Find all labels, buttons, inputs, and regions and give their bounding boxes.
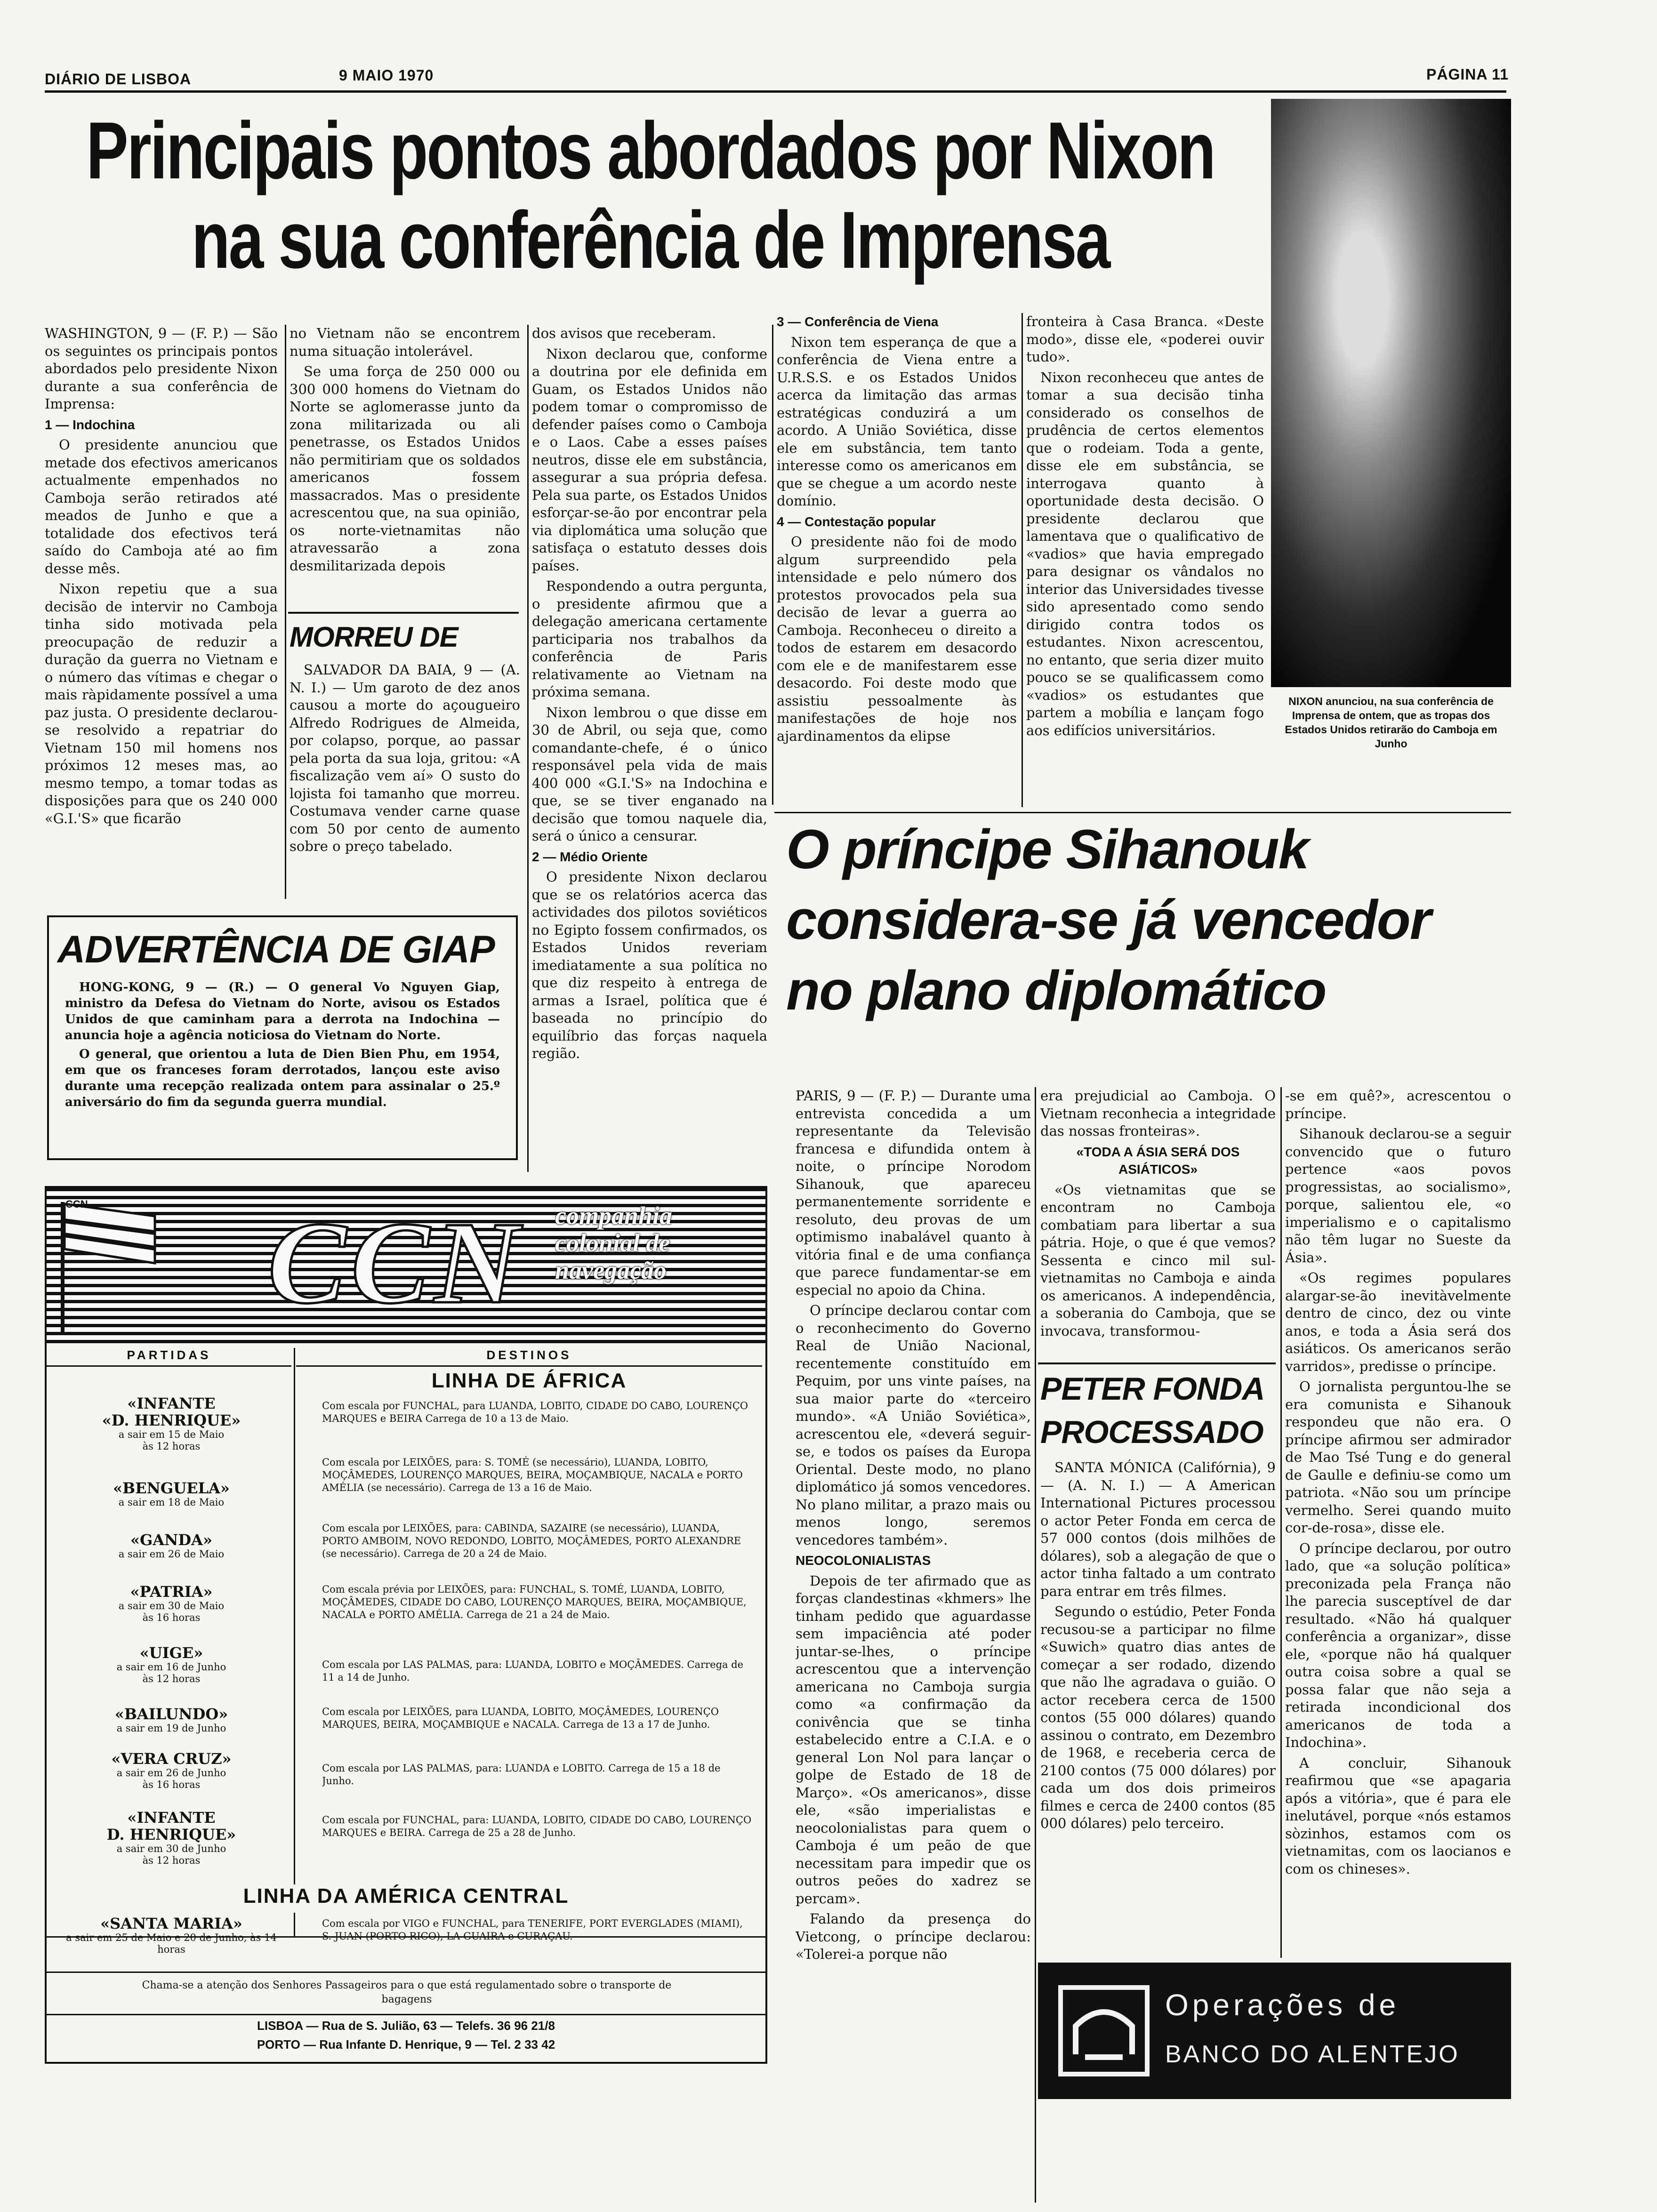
nixon-paragraph: Nixon reconheceu que antes de tomar a sua decisão tinha considerado os conselhos de prudência de certos elementos que o rodeiam. Toda a gente, disse ele em substância, se interrogava quanto à oportunidade desta decisão. O presidente declarou que lamentava que o qualificativo de «vadios» que havia empregado para designar os vândalos no interior das Universidades tivesse sido apresentado como sendo dirigido contra todos os estudantes. Nixon acrescentou, no entanto, que seria dizer muito pouco se se qualificassem como «vadios» os estudantes que partem a mobília e lançam fogo aos edifícios universitários. — [1026, 369, 1264, 738]
nixon-column-4 — [777, 313, 1017, 807]
fonda-text — [1040, 1459, 1276, 1953]
nixon-paragraph: fronteira à Casa Branca. «Deste modo», disse ele, «poderei ouvir tudo». — [1026, 313, 1264, 365]
bolsa-title: Operações de — [1165, 1988, 1400, 2022]
ccn-destination-list — [303, 1400, 755, 1880]
box-rule — [1038, 1362, 1276, 1364]
sihanouk-paragraph: era prejudicial ao Camboja. O Vietnam reconhecia a integridade das nossas fronteiras». — [1040, 1088, 1276, 1139]
ship-name: «VERA CRUZ» — [111, 1750, 232, 1768]
ship-time: às 12 horas — [142, 1855, 201, 1866]
ccn-destination: Com escala por FUNCHAL, para LUANDA, LOBITO, CIDADE DO CABO, LOURENÇO MARQUES e BEIRA Carrega de 10 a 13 de Maio. — [322, 1400, 748, 1424]
fonda-paragraph: Segundo o estúdio, Peter Fonda recusou-se a participar no filme «Suwich» quatro dias antes de começar a ser rodado, dizendo que não lhe agradava o guião. O actor recebera cerca de 1500 contos (55 000 dólares) quando assinou o contrato, em Dezembro de 1968, e receberia cerca de 2100 contos (75 000 dólares) por cada um dos dois primeiros filmes e cerca de 2400 contos (85 000 dólares) pelo terceiro. — [1040, 1603, 1276, 1831]
section-rule — [774, 812, 1511, 813]
ccn-ship-entry — [51, 1531, 291, 1560]
box-rule — [288, 612, 519, 614]
column-rule — [1022, 313, 1023, 807]
sihanouk-paragraph: Falando da presença do Vietcong, o príncipe declarou: «Tolerei-a porque não — [796, 1911, 1031, 1962]
sihanouk-paragraph: Sihanouk declarou-se a seguir convencido que o futuro pertence «aos povos progressistas, ao socialismo», porque, salientou ele, «o imperialismo e o capitalismo não têm lugar no Sueste da Ásia». — [1285, 1126, 1511, 1266]
bolsa-bank-name: BANCO DO ALENTEJO — [1165, 2041, 1460, 2068]
ship-date: a sair em 16 de Junho — [116, 1661, 226, 1673]
nixon-paragraph: Nixon tem esperança de que a conferência de Viena entre a U.R.S.S. e os Estados Unidos acerca da limitação das armas estratégicas conduzirá a um acordo. A União Soviética, disse ele em substância, tem tanto interesse como os americanos em que se chegue a um acordo neste domínio. — [777, 334, 1017, 509]
nixon-headline-line2: na sua conferência de Imprensa — [191, 195, 1110, 285]
ccn-logo: CCN — [268, 1198, 524, 1328]
sihanouk-headline-line1: O príncipe Sihanouk — [786, 818, 1309, 881]
nixon-paragraph: no Vietnam não se encontrem numa situação intolerável. — [290, 325, 520, 359]
sihanouk-paragraph: Depois de ter afirmado que as forças clandestinas «khmers» lhe tinham pedido que aguardasse sem impaciência até poder juntar-se-lhes, o príncipe acrescentou que a intervenção americana no Camboja surgia como «a confirmação da conivência que se tinha estabelecido entre a C.I.A. e o general Lon Nol para lançar o golpe de Estado de 18 de Março». «Os americanos», disse ele, «são imperialistas e neocolonialistas para quem o Camboja é um peão de que necessitam para impedir que os outros peões do xadrez se percam». — [796, 1572, 1031, 1907]
ship-name: «D. HENRIQUE» — [102, 1411, 241, 1429]
nixon-column-2 — [290, 325, 520, 612]
column-rule — [285, 325, 286, 899]
nixon-photo-caption: NIXON anunciou, na sua conferência de Imprensa de ontem, que as tropas dos Estados Unidos retirarão do Camboja em Junho — [1285, 695, 1497, 750]
ccn-destination: Com escala por LEIXÕES, para: CABINDA, SAZAIRE (se necessário), LUANDA, PORTO AMBOIM, NOVO REDONDO, LOBITO, MOÇÂMEDES, PORTO ALEXANDRE (se necessário). Carrega de 20 a 24 de Maio. — [322, 1523, 741, 1559]
sihanouk-dateline: PARIS, 9 — (F. P.) — Durante uma entrevista concedida a um representante da Televisão francesa e difundida ontem à noite, o príncipe Norodom Sihanouk, que apareceu permanentemente sorridente e resoluto, deu provas de um optimismo inabalável quanto à vitória final e de uma confiança que parece fundamentar-se em especial no apoio da China. — [796, 1088, 1031, 1298]
column-rule — [1280, 1087, 1282, 1958]
ccn-ship-entry — [51, 1644, 291, 1685]
ccn-company-line2: colonial de — [555, 1229, 670, 1257]
ccn-ship-entry — [51, 1750, 291, 1791]
nixon-headline — [35, 106, 1278, 304]
nixon-headline-line1: Principais pontos abordados por Nixon — [86, 106, 1215, 196]
page-number: PÁGINA 11 — [1426, 66, 1509, 83]
ccn-address-porto: PORTO — Rua Infante D. Henrique, 9 — Tel. 2 33 42 — [257, 2037, 555, 2052]
sihanouk-headline-line2: considera-se já vencedor — [786, 889, 1431, 951]
sihanouk-headline-line3: no plano diplomático — [786, 960, 1326, 1022]
nixon-paragraph: Nixon repetiu que a sua decisão de intervir no Camboja tinha sido motivada pela preocupação de reduzir a duração da guerra no Vietnam e o número das vítimas e chegar o mais ràpidamente possível a uma paz justa. O presidente declarou-se resolvido a repatriar do Vietnam 150 mil homens nos próximos 12 meses mas, ao mesmo tempo, a tomar todas as disposições para que os 240 000 «G.I.'S» que ficarão — [45, 581, 278, 826]
sihanouk-paragraph: -se em quê?», acrescentou o príncipe. — [1285, 1088, 1511, 1122]
giap-title: ADVERTÊNCIA DE GIAP — [57, 928, 495, 971]
nixon-subhead-viena: 3 — Conferência de Viena — [777, 314, 939, 329]
fonda-title-line2: PROCESSADO — [1040, 1414, 1263, 1450]
sihanouk-subhead-neocolonialistas: NEOCOLONIALISTAS — [796, 1553, 931, 1568]
sihanouk-column-2 — [1040, 1087, 1276, 1360]
giap-box — [47, 915, 518, 1160]
ccn-ad — [45, 1186, 767, 2064]
nixon-paragraph: Se uma força de 250 000 ou 300 000 homens do Vietnam do Norte se aglomerasse junto da zona militarizada ou ali penetrasse, os Estados Unidos não permitiriam que os soldados americanos fossem massacrados. Mas o presidente acrescentou que, na sua opinião, os norte-vietnamitas não atravessarão a zona desmilitarizada depois — [290, 363, 520, 574]
ship-date: a sair em 15 de Maio — [118, 1429, 225, 1440]
giap-paragraph: O general, que orientou a luta de Dien Bien Phu, em 1954, em que os franceses foram derrotados, lançou este aviso durante uma recepção realizada ontem para assinalar o 25.º aniversário do fim da segunda guerra mundial. — [65, 1047, 500, 1109]
ccn-ship-entry — [51, 1480, 291, 1508]
sihanouk-paragraph: «Os vietnamitas que se encontram no Camboja combatiam para libertar a sua pátria. Hoje, o que é que vemos? Sessenta e cinco mil sul-vietnamitas no Camboja e ainda os americanos. A independência, a soberania do Camboja, que se invocava, transformou- — [1040, 1181, 1276, 1339]
ship-name: «UIGE» — [139, 1644, 203, 1662]
ccn-destination: Com escala por FUNCHAL, para: LUANDA, LOBITO, CIDADE DO CABO, LOURENÇO MARQUES e BEIRA. Carrega de 25 a 28 de Junho. — [322, 1814, 752, 1838]
nixon-dateline: WASHINGTON, 9 — (F. P.) — São os seguintes os principais pontos abordados pelo presidente Nixon durante a sua conferência de Imprensa: — [45, 325, 278, 412]
fonda-title — [1040, 1367, 1276, 1457]
ship-time: às 16 horas — [142, 1612, 201, 1623]
ccn-destination: Com escala por LAS PALMAS, para: LUANDA, LOBITO e MOÇÂMEDES. Carrega de 11 a 14 de Junho. — [322, 1659, 744, 1683]
ccn-ship-entry — [51, 1809, 291, 1867]
ship-name: «PATRIA» — [130, 1583, 213, 1601]
ship-date: a sair em 26 de Junho — [116, 1767, 226, 1779]
newspaper-name: DIÁRIO DE LISBOA — [45, 71, 192, 88]
sihanouk-paragraph: O jornalista perguntou-lhe se era comunista e Sihanouk respondeu que não era. O príncipe afirmou ser admirador de Mao Tsé Tung e do general de Gaulle e definiu-se como um patriota. «Não sou um príncipe vermelho. Serei quando muito cor-de-rosa», disse ele. — [1285, 1378, 1511, 1536]
ccn-footer-rule — [47, 2014, 765, 2015]
nixon-subhead-contestacao: 4 — Contestação popular — [777, 514, 936, 529]
nixon-paragraph: Nixon declarou que, conforme a doutrina por ele definida em Guam, os Estados Unidos não podem tomar o compromisso de defender países como o Camboja e o Laos. Cabe a esses países neutros, disse ele em substância, assegurar a sua própria defesa. Pela sua parte, os Estados Unidos esforçar-se-ão por encontrar pela via diplomática uma solução que satisfaça o estatuto desses dois países. — [532, 345, 767, 574]
ccn-company-line1: companhia — [555, 1202, 673, 1230]
sihanouk-paragraph: O príncipe declarou contar com o reconhecimento do Governo Real de União Nacional, recentemente constituído em Pequim, por uns vinte países, na sua maior parte do «terceiro mundo». «A União Soviética», acrescentou ele, «deverá seguir-se, e todos os países da Europa Oriental. Deste modo, no plano diplomático já somos vencedores. No plano militar, a prazo mais ou menos longo, seremos vencedores também». — [796, 1302, 1031, 1548]
ccn-destination: Com escala por LAS PALMAS, para: LUANDA e LOBITO. Carrega de 15 a 18 de Junho. — [322, 1763, 721, 1787]
issue-date: 9 MAIO 1970 — [339, 67, 434, 84]
giap-text — [49, 976, 516, 1110]
ship-time: às 16 horas — [142, 1779, 201, 1790]
sihanouk-paragraph: A concluir, Sihanouk reafirmou que «se apagaria após a vitória», que é para ele inelutável, porque «nós estamos sòzinhos, estamos com os vietnamitas, com os laocianos e com os chineses». — [1285, 1755, 1511, 1877]
morreu-paragraph: SALVADOR DA BAIA, 9 — (A. N. I.) — Um garoto de dez anos causou a morte do açougueiro Alfredo Rodrigues de Almeida, por colapso, porque, ao passar pela porta da sua loja, gritou: «A fiscalização vem aí» O susto do lojista foi tamanho que morreu. Costumava vender carne quase com 50 por cento de aumento sobre o preço tabelado. — [290, 662, 520, 854]
ccn-ship-entry — [51, 1915, 291, 1967]
ccn-address-lisboa: LISBOA — Rua de S. Julião, 63 — Telefs. 36 96 21/8 — [257, 2019, 555, 2033]
nixon-paragraph: O presidente não foi de modo algum surpreendido pela intensidade e pelo número dos protestos provocados pela sua decisão de levar a guerra ao Camboja. Reconheceu o direito a todos de estarem em desacordo com ele e de manifestarem esse desacordo. Foi deste modo que assistiu pessoalmente às manifestações de hoje nos ajardinamentos da elipse — [777, 534, 1017, 744]
ship-date: a sair em 19 de Junho — [116, 1723, 226, 1734]
fonda-paragraph: SANTA MÓNICA (Califórnia), 9 — (A. N. I.) — A American International Pictures processou o actor Peter Fonda em cerca de 57 000 contos (dois milhões de dólares), sob a alegação de que o actor tinha faltado a um contrato para entrar em três filmes. — [1040, 1459, 1276, 1599]
ccn-ship-entry — [51, 1395, 291, 1452]
ccn-destinos-header: DESTINOS — [296, 1348, 762, 1367]
ccn-ship-list — [51, 1395, 291, 1936]
ccn-destination: Com escala por LEIXÕES, para LUANDA, LOBITO, MOÇÂMEDES, LOURENÇO MARQUES, BEIRA, MOÇAMBIQUE e NACALA. Carrega de 13 a 17 de Junho. — [322, 1706, 719, 1730]
ship-date: a sair em 26 de Maio — [118, 1548, 225, 1560]
ship-date: a sair em 30 de Maio — [118, 1600, 225, 1611]
nixon-column-1 — [45, 325, 278, 899]
ship-name: D. HENRIQUE» — [106, 1826, 236, 1843]
morreu-text — [290, 661, 520, 906]
ship-time: às 12 horas — [142, 1673, 201, 1684]
ccn-ship-entry — [51, 1706, 291, 1734]
column-rule — [1035, 1087, 1036, 2203]
nixon-paragraph: dos avisos que receberam. — [532, 325, 716, 341]
ship-date: a sair em 25 de Maio e 20 de Junho, às 14 horas — [66, 1932, 277, 1955]
ship-time: às 12 horas — [142, 1441, 201, 1452]
sihanouk-subhead-asia: «TODA A ÁSIA SERÁ DOS ASIÁTICOS» — [1076, 1144, 1240, 1177]
bank-logo-icon — [1057, 1984, 1151, 2078]
header-rule — [45, 90, 1506, 93]
sihanouk-column-3 — [1285, 1087, 1511, 1958]
ccn-footer-rule — [47, 1972, 765, 1973]
nixon-subhead-medio-oriente: 2 — Médio Oriente — [532, 849, 648, 864]
ccn-linha-africa: LINHA DE ÁFRICA — [431, 1369, 627, 1392]
nixon-column-5 — [1026, 313, 1264, 807]
nixon-subhead-indochina: 1 — Indochina — [45, 417, 135, 432]
ship-name: «BAILUNDO» — [114, 1705, 228, 1723]
ccn-footnote: Chama-se a atenção dos Senhores Passageiros para o que está regulamentado sobre o transporte de bagagens — [142, 1980, 672, 2005]
ccn-column-divider — [294, 1348, 295, 1936]
ship-name: «SANTA MARIA» — [100, 1915, 242, 1932]
nixon-paragraph: O presidente anunciou que metade dos efectivos americanos actualmente empenhados no Camboja serão retirados até meados de Junho e que a totalidade dos efectivos terá saído do Camboja até ao fim desse mês. — [45, 437, 278, 577]
nixon-column-3 — [532, 325, 767, 1172]
sihanouk-paragraph: O príncipe declarou, por outro lado, que «a solução política» preconizada pela França não lhe parecia susceptível de dar resultado. «Não há qualquer conferência a organizar», disse ele, «porque não há qualquer outra coisa sobre a qual se possa falar que não seja a retirada incondicional dos americanos de toda a Indochina». — [1285, 1540, 1511, 1750]
sihanouk-headline — [786, 814, 1511, 1078]
nixon-paragraph: Respondendo a outra pergunta, o presidente afirmou que a delegação americana certamente participaria nos trabalhos da conferência de Paris relativamente ao Vietnam na próxima semana. — [532, 578, 767, 700]
ccn-flag-mark: CCN — [65, 1198, 88, 1210]
column-rule — [772, 325, 773, 805]
ship-name: «GANDA» — [130, 1531, 212, 1549]
fonda-title-line1: PETER FONDA — [1040, 1371, 1265, 1407]
morreu-title: MORREU DE — [290, 621, 458, 653]
sihanouk-column-1 — [796, 1087, 1031, 2203]
giap-paragraph: HONG-KONG, 9 — (R.) — O general Vo Nguyen Giap, ministro da Defesa do Vietnam do Norte, avisou os Estados Unidos de que caminham para a derrota na Indochina — anuncia hoje a agência noticiosa do Vietnam do Norte. — [65, 980, 500, 1042]
nixon-paragraph: O presidente Nixon declarou que se os relatórios acerca das actividades dos pilotos soviéticos no Egipto fossem confirmados, os Estados Unidos reveriam imediatamente a sua política no que diz respeito à entrega de armas a Israel, política que é baseada no princípio do equilíbrio das forças naquela região. — [532, 869, 767, 1061]
nixon-paragraph: Nixon lembrou o que disse em 30 de Abril, ou seja que, como comandante-chefe, é o único responsável pela vida de mais 400 000 «G.I.'S» na Indochina e que, se se tiver enganado na decisão que tomou naquele dia, será o único a censurar. — [532, 704, 767, 844]
bolsa-ad — [1038, 1963, 1511, 2099]
ccn-destination: Com escala por VIGO e FUNCHAL, para TENERIFE, PORT EVERGLADES (MIAMI), S. JUAN (PORTO RICO), LA GUAIRA e CURAÇAU. — [322, 1918, 743, 1942]
ship-name: «INFANTE — [127, 1809, 216, 1827]
ship-name: «INFANTE — [127, 1395, 216, 1412]
sihanouk-paragraph: «Os regimes populares alargar-se-ão inevitàvelmente dentro de cinco, dez ou vinte anos, e toda a Ásia será dos asiáticos. Os americanos serão varridos», predisse o príncipe. — [1285, 1270, 1511, 1374]
ship-date: a sair em 30 de Junho — [116, 1843, 226, 1854]
ship-name: «BENGUELA» — [113, 1479, 230, 1497]
ccn-destination: Com escala por LEIXÕES, para: S. TOMÉ (se necessário), LUANDA, LOBITO, MOÇÂMEDES, LOURENÇO MARQUES, BEIRA, MOÇAMBIQUE, NACALA e PORTO AMÉLIA (se necessário). Carrega de 13 a 16 de Maio. — [322, 1457, 743, 1493]
nixon-photo — [1271, 99, 1511, 687]
ccn-linha-america: LINHA DA AMÉRICA CENTRAL — [47, 1884, 765, 1913]
column-rule — [527, 325, 529, 1172]
ccn-destination: Com escala prévia por LEIXÕES, para: FUNCHAL, S. TOMÉ, LUANDA, LOBITO, MOÇÂMEDES, CIDADE DO CABO, LOURENÇO MARQUES, BEIRA, MOÇAMBIQUE, NACALA e PORTO AMÉLIA. Carrega de 21 a 24 de Maio. — [322, 1584, 747, 1620]
ccn-ship-entry — [51, 1583, 291, 1624]
ccn-company-line3: navegação — [555, 1256, 667, 1284]
ccn-partidas-header: PARTIDAS — [47, 1348, 291, 1367]
ccn-company-name — [555, 1202, 762, 1296]
ship-date: a sair em 18 de Maio — [118, 1497, 225, 1508]
ccn-flag-icon — [51, 1197, 160, 1338]
